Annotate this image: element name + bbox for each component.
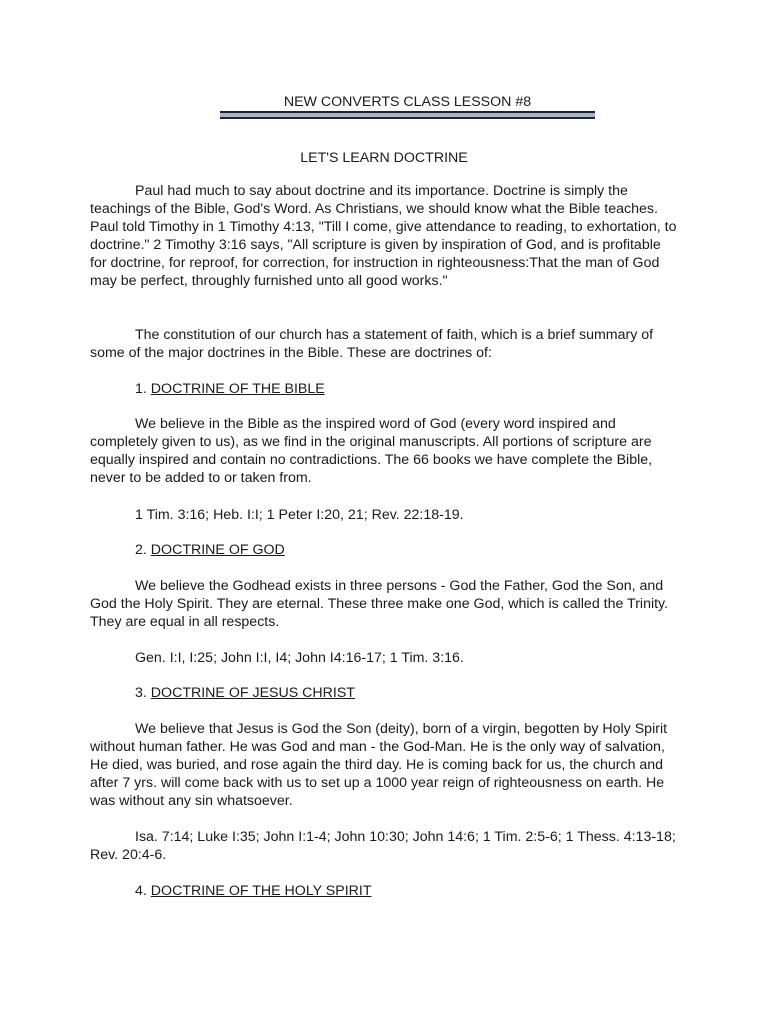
section-title: DOCTRINE OF THE BIBLE xyxy=(150,381,325,397)
section-heading xyxy=(135,684,355,702)
intro-paragraph: The constitution of our church has a statement of faith, which is a brief summary of some of the major doctrines in the Bible. These are doctrines of: xyxy=(90,327,654,361)
section-body: We believe that Jesus is God the Son (deity), born of a virgin, begotten by Holy Spirit without human father. He was God and man - the God-Man. He is the only way of salvation, He died, was buried, and rose again the third day. He is coming back for us, the church and after 7 yrs. will come back with us to set up a 1000 year reign of righteousness on earth. He was without any sin whatsoever. xyxy=(90,721,668,809)
section-number: 1. xyxy=(135,381,147,397)
section-title: DOCTRINE OF GOD xyxy=(150,542,285,558)
section-body: We believe the Godhead exists in three persons - God the Father, God the Son, and God the Holy Spirit. They are eternal. These three make one God, which is called the Trinity. They are equal in all respects. xyxy=(90,578,669,630)
section-body: We believe in the Bible as the inspired word of God (every word inspired and completely given to us), as we find in the original manuscripts. All portions of scripture are equally inspired and contain no contradictions. The 66 books we have complete the Bible, never to be added to or taken from. xyxy=(90,416,653,486)
lesson-title: NEW CONVERTS CLASS LESSON #8 xyxy=(283,94,532,110)
section-title: DOCTRINE OF THE HOLY SPIRIT xyxy=(150,883,372,899)
section-references: Gen. I:I, I:25; John I:I, I4; John I4:16-17; 1 Tim. 3:16. xyxy=(135,650,464,666)
section-heading xyxy=(135,541,285,559)
section-heading xyxy=(135,882,372,900)
lesson-subtitle: LET'S LEARN DOCTRINE xyxy=(300,150,468,166)
section-number: 2. xyxy=(135,542,147,558)
intro-paragraph: Paul had much to say about doctrine and its importance. Doctrine is simply the teachings of the Bible, God's Word. As Christians, we should know what the Bible teaches. Paul told Timothy in 1 Timothy 4:13, "Till I come, give attendance to reading, to exhortation, to doctrine." 2 Timothy 3:16 says, "All scripture is given by inspiration of God, and is profitable for doctrine, for reproof, for correction, for instruction in righteousness:That the man of God may be perfect, throughly furnished unto all good works." xyxy=(90,183,677,289)
title-double-rule xyxy=(220,111,595,119)
section-heading xyxy=(135,380,325,398)
section-number: 4. xyxy=(135,883,147,899)
section-references: Isa. 7:14; Luke I:35; John I:1-4; John 10:30; John 14:6; 1 Tim. 2:5-6; 1 Thess. 4:13-18; Rev. 20:4-6. xyxy=(90,829,676,863)
section-title: DOCTRINE OF JESUS CHRIST xyxy=(150,685,355,701)
section-references: 1 Tim. 3:16; Heb. I:I; 1 Peter I:20, 21; Rev. 22:18-19. xyxy=(135,507,464,523)
section-number: 3. xyxy=(135,685,147,701)
